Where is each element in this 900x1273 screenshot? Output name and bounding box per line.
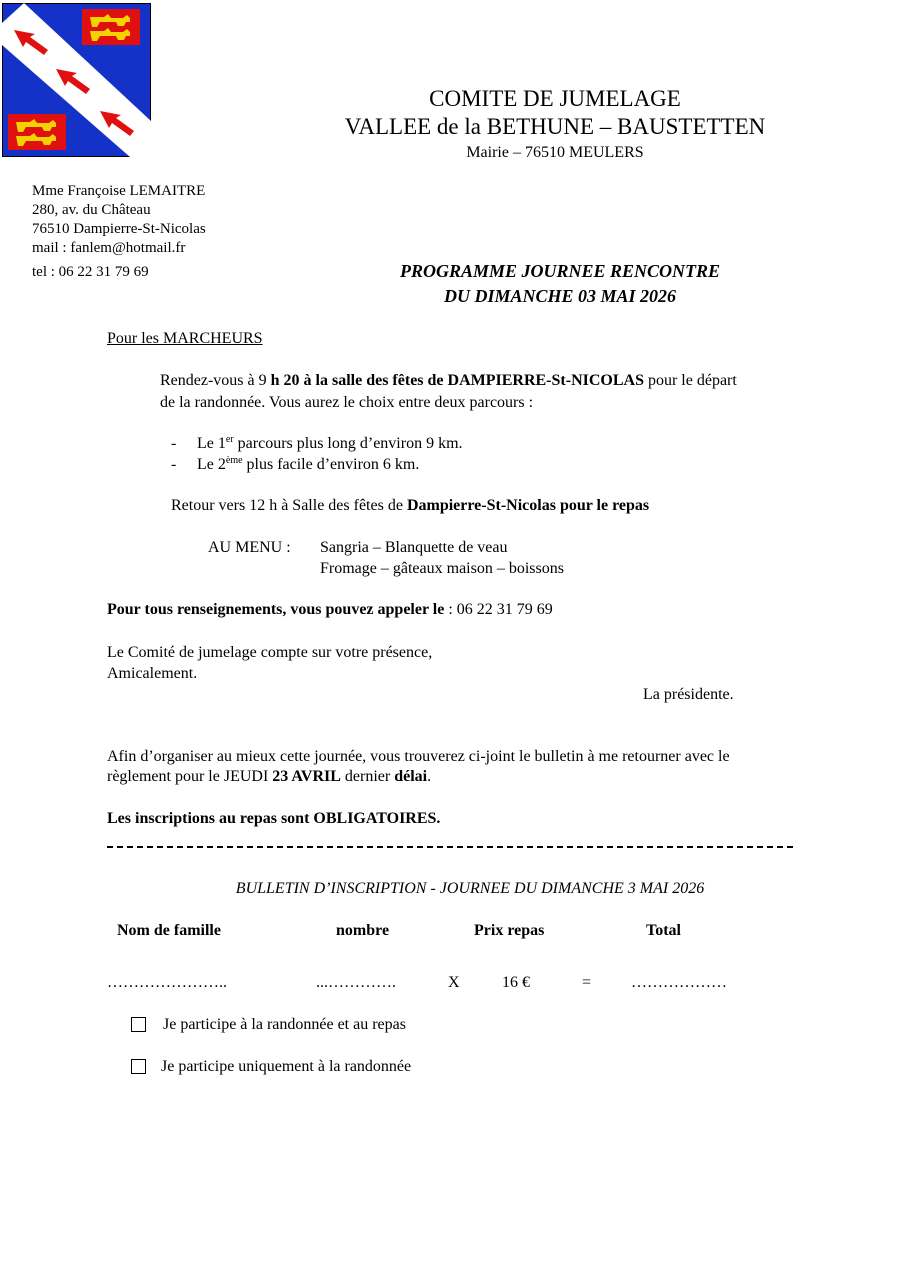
organize-line-1: Afin d’organiser au mieux cette journée, vous trouverez ci-joint le bulletin à me retourner avec le [107, 748, 730, 765]
menu-line-2: Fromage – gâteaux maison – boissons [320, 560, 564, 577]
option-walk-and-meal-label: Je participe à la randonnée et au repas [163, 1016, 406, 1033]
list-bullet: - [171, 435, 177, 452]
equals-sign: = [582, 974, 592, 991]
closing-line-1: Le Comité de jumelage compte sur votre présence, [107, 644, 433, 661]
sender-street: 280, av. du Château [32, 202, 151, 218]
fill-number-field[interactable]: ...…………. [316, 974, 396, 991]
contact-info: Pour tous renseignements, vous pouvez appeler le : 06 22 31 79 69 [107, 601, 553, 618]
col-header-name: Nom de famille [117, 922, 221, 939]
walkers-heading: Pour les MARCHEURS [107, 330, 263, 347]
committee-subtitle: VALLEE de la BETHUNE – BAUSTETTEN [344, 114, 766, 139]
route-short: Le 2ème plus facile d’environ 6 km. [197, 455, 420, 473]
sender-city: 76510 Dampierre-St-Nicolas [32, 221, 206, 237]
col-header-total: Total [646, 922, 681, 939]
program-date: DU DIMANCHE 03 MAI 2026 [443, 286, 677, 306]
committee-title: COMITE DE JUMELAGE [429, 86, 681, 111]
meeting-paragraph: Rendez-vous à 9 h 20 à la salle des fêtes de DAMPIERRE-St-NICOLAS pour le départ [160, 372, 737, 389]
option-walk-only-checkbox[interactable] [131, 1059, 146, 1074]
organize-line-2: règlement pour le JEUDI 23 AVRIL dernier délai. [107, 768, 432, 785]
crest-flag-lions-bottom [8, 114, 66, 150]
menu-label: AU MENU : [208, 539, 291, 556]
fill-total-field[interactable]: ……………… [631, 974, 727, 991]
option-walk-and-meal-checkbox[interactable] [131, 1017, 146, 1032]
committee-address: Mairie – 76510 MEULERS [466, 144, 644, 161]
closing-line-2: Amicalement. [107, 665, 198, 682]
sender-name: Mme Françoise LEMAITRE [32, 183, 206, 199]
cut-line-divider [107, 846, 793, 848]
program-title: PROGRAMME JOURNEE RENCONTRE [399, 261, 721, 281]
crest-flag-lions-top [82, 9, 140, 45]
option-walk-only-label: Je participe uniquement à la randonnée [161, 1058, 412, 1075]
signature: La présidente. [643, 686, 734, 703]
mandatory-notice: Les inscriptions au repas sont OBLIGATOIRES. [107, 810, 441, 827]
menu-line-1: Sangria – Blanquette de veau [320, 539, 508, 556]
col-header-number: nombre [336, 922, 390, 939]
list-bullet: - [171, 456, 177, 473]
return-info: Retour vers 12 h à Salle des fêtes de Dampierre-St-Nicolas pour le repas [171, 497, 650, 514]
route-long: Le 1er parcours plus long d’environ 9 km. [197, 434, 463, 452]
sender-tel: tel : 06 22 31 79 69 [32, 264, 149, 280]
fill-name-field[interactable]: ………………….. [107, 974, 227, 991]
bulletin-title: BULLETIN D’INSCRIPTION - JOURNEE DU DIMANCHE 3 MAI 2026 [235, 880, 705, 897]
coat-of-arms-logo [2, 3, 151, 157]
times-sign: X [448, 974, 460, 991]
price-value: 16 € [502, 974, 530, 991]
col-header-price: Prix repas [474, 922, 545, 939]
meeting-paragraph-line2: de la randonnée. Vous aurez le choix entre deux parcours : [160, 394, 534, 411]
sender-mail: mail : fanlem@hotmail.fr [32, 240, 186, 256]
